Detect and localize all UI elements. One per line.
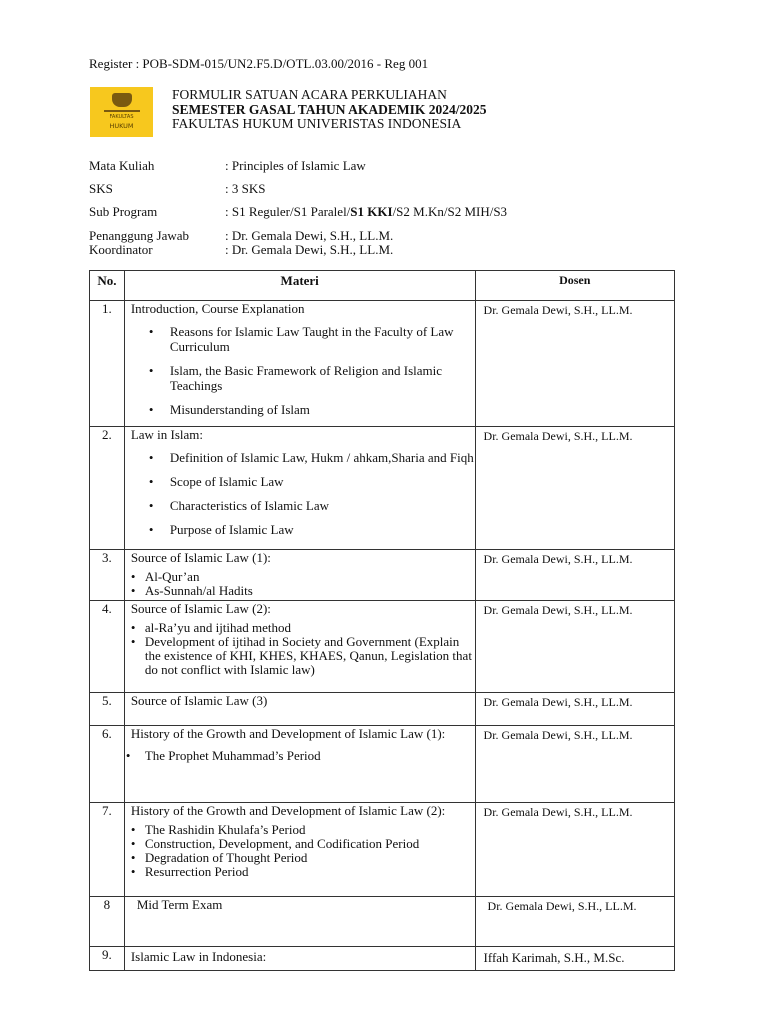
row-number: 6. <box>90 726 125 803</box>
materi-list <box>125 749 475 763</box>
table-row <box>90 897 675 947</box>
list-item: • As-Sunnah/al Hadits <box>145 584 475 598</box>
table-row <box>90 803 675 897</box>
info-value: : Principles of Islamic Law <box>225 158 366 173</box>
info-value: : Dr. Gemala Dewi, S.H., LL.M. <box>225 228 394 243</box>
logo-subtext: FAKULTAS <box>109 114 134 120</box>
info-value: /S2 M.Kn/S2 MIH/S3 <box>392 204 508 219</box>
list-item: • Definition of Islamic Law, Hukm / ahkam,Sharia and Fiqh <box>170 450 475 465</box>
info-value: : Dr. Gemala Dewi, S.H., LL.M. <box>225 242 394 257</box>
column-header-materi: Materi <box>124 271 475 301</box>
semester-title: SEMESTER GASAL TAHUN AKADEMIK 2024/2025 <box>172 101 487 117</box>
dosen-name: Dr. Gemala Dewi, S.H., LL.M. <box>487 899 637 913</box>
materi-title: Mid Term Exam <box>136 897 223 912</box>
row-number: 9. <box>90 947 125 971</box>
dosen-name: Dr. Gemala Dewi, S.H., LL.M. <box>483 728 633 742</box>
dosen-name: Dr. Gemala Dewi, S.H., LL.M. <box>483 695 633 709</box>
row-number: 2. <box>90 427 125 550</box>
materi-list <box>125 621 475 677</box>
table-row <box>90 301 675 427</box>
logo-name: HUKUM <box>109 122 134 130</box>
dosen-name: Dr. Gemala Dewi, S.H., LL.M. <box>483 303 633 317</box>
table-row <box>90 947 675 971</box>
table-row <box>90 726 675 803</box>
dosen-cell <box>475 897 674 947</box>
info-label: Sub Program <box>89 204 158 219</box>
form-title: FORMULIR SATUAN ACARA PERKULIAHAN <box>172 87 447 102</box>
syllabus-table <box>89 270 675 971</box>
list-item: • Islam, the Basic Framework of Religion and Islamic Teachings <box>170 363 475 393</box>
row-number: 7. <box>90 803 125 897</box>
dosen-cell <box>475 601 674 693</box>
row-number: 3. <box>90 550 125 601</box>
form-header <box>172 88 487 132</box>
table-row <box>90 601 675 693</box>
table-header-row <box>90 271 675 301</box>
info-sks <box>89 181 265 197</box>
materi-title: Law in Islam: <box>130 427 204 442</box>
info-value: : 3 SKS <box>225 181 266 196</box>
materi-title: Introduction, Course Explanation <box>130 301 305 316</box>
info-label: Koordinator <box>89 242 153 257</box>
row-number: 8 <box>90 897 125 947</box>
list-item: • Scope of Islamic Law <box>170 474 475 489</box>
dosen-name: Iffah Karimah, S.H., M.Sc. <box>483 950 625 965</box>
dosen-cell <box>475 947 674 971</box>
materi-cell <box>124 803 475 897</box>
info-value-bold: S1 KKI <box>350 204 393 219</box>
dosen-name: Dr. Gemala Dewi, S.H., LL.M. <box>483 603 633 617</box>
dosen-cell <box>475 427 674 550</box>
dosen-cell <box>475 803 674 897</box>
materi-list <box>125 823 475 879</box>
list-item: • Reasons for Islamic Law Taught in the Faculty of Law Curriculum <box>170 324 475 354</box>
list-item: • Construction, Development, and Codification Period <box>145 837 475 851</box>
row-number: 4. <box>90 601 125 693</box>
list-item: • Purpose of Islamic Law <box>170 522 475 537</box>
faculty-title: FAKULTAS HUKUM UNIVERISTAS INDONESIA <box>172 116 462 131</box>
materi-list <box>125 324 475 417</box>
register-code: Register : POB-SDM-015/UN2.F5.D/OTL.03.00/2016 - Reg 001 <box>89 56 429 71</box>
seal-icon <box>112 93 132 107</box>
materi-title: Islamic Law in Indonesia: <box>130 949 267 964</box>
table-row <box>90 427 675 550</box>
dosen-cell <box>475 693 674 726</box>
list-item: • Degradation of Thought Period <box>145 851 475 865</box>
materi-title: History of the Growth and Development of Islamic Law (1): <box>130 726 446 741</box>
logo-divider <box>104 110 140 112</box>
list-item: • The Prophet Muhammad’s Period <box>145 749 475 763</box>
materi-cell <box>124 947 475 971</box>
info-koordinator <box>89 242 393 258</box>
info-label: Mata Kuliah <box>89 158 155 173</box>
list-item: • The Rashidin Khulafa’s Period <box>145 823 475 837</box>
column-header-dosen: Dosen <box>475 271 674 301</box>
materi-cell <box>124 550 475 601</box>
list-item: • Characteristics of Islamic Law <box>170 498 475 513</box>
list-item: • Resurrection Period <box>145 865 475 879</box>
column-header-no: No. <box>90 271 125 301</box>
info-label: SKS <box>89 181 113 196</box>
materi-title: History of the Growth and Development of Islamic Law (2): <box>130 803 446 818</box>
materi-title: Source of Islamic Law (3) <box>130 693 268 708</box>
dosen-cell <box>475 301 674 427</box>
materi-cell <box>124 897 475 947</box>
dosen-cell <box>475 726 674 803</box>
info-value: : S1 Reguler/S1 Paralel/ <box>225 204 351 219</box>
materi-cell <box>124 301 475 427</box>
materi-title: Source of Islamic Law (2): <box>130 601 271 616</box>
table-row <box>90 550 675 601</box>
dosen-name: Dr. Gemala Dewi, S.H., LL.M. <box>483 429 633 443</box>
info-sub-program <box>89 204 507 220</box>
materi-list <box>125 570 475 598</box>
materi-title: Source of Islamic Law (1): <box>130 550 271 565</box>
dosen-name: Dr. Gemala Dewi, S.H., LL.M. <box>483 805 633 819</box>
row-number: 1. <box>90 301 125 427</box>
list-item: • Al-Qur’an <box>145 570 475 584</box>
dosen-cell <box>475 550 674 601</box>
list-item: • Development of ijtihad in Society and Government (Explain the existence of KHI, KHES, KHAES, Qanun, Legislation that do not conflict with Islamic law) <box>145 635 475 677</box>
faculty-logo <box>90 87 153 137</box>
info-label: Penanggung Jawab <box>89 228 190 243</box>
materi-cell <box>124 427 475 550</box>
materi-cell <box>124 726 475 803</box>
info-mata-kuliah <box>89 158 366 174</box>
table-row <box>90 693 675 726</box>
materi-cell <box>124 601 475 693</box>
materi-cell <box>124 693 475 726</box>
materi-list <box>125 450 475 537</box>
dosen-name: Dr. Gemala Dewi, S.H., LL.M. <box>483 552 633 566</box>
list-item: • Misunderstanding of Islam <box>170 402 475 417</box>
list-item: • al-Ra’yu and ijtihad method <box>145 621 475 635</box>
row-number: 5. <box>90 693 125 726</box>
